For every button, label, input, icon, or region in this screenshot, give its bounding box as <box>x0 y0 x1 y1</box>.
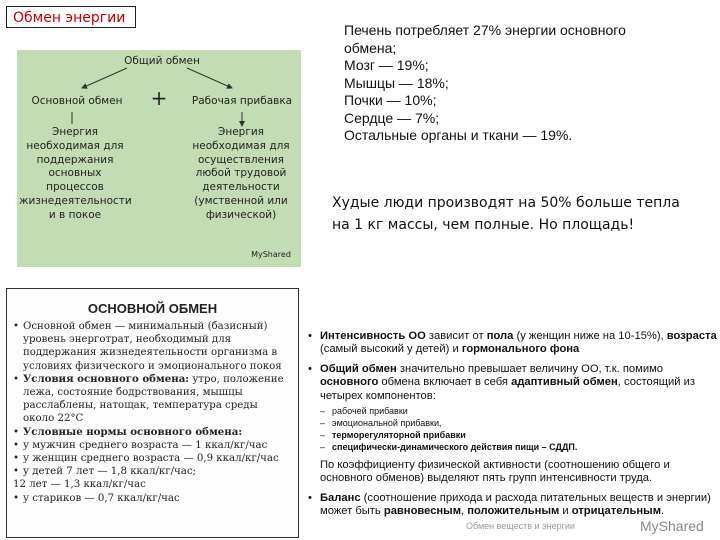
fact-balance: • Баланс (соотношение прихода и расхода питательных веществ и энергии) может быть равновесным, положительным и отрицательным. <box>308 491 711 518</box>
plus-sign: + <box>150 86 168 110</box>
diagram-watermark: MyShared <box>251 250 291 259</box>
stat-line: Сердце — 7%; <box>344 109 440 126</box>
stat-line: Мозг — 19%; <box>344 57 429 73</box>
stat-line: Мышцы — 18%; <box>344 74 449 91</box>
fact-total-exchange: • Общий обмен значительно превышает величину ОО, т.к. помимо основного обмена включает в себя адаптивный обмен, состоящий из четырех компонентов: <box>308 362 696 402</box>
scan-norms: • Условные нормы основного обмена: <box>13 426 292 439</box>
scan-title: ОСНОВНОЙ ОБМЕН <box>87 301 218 316</box>
stat-line: обмена; <box>344 39 397 56</box>
scan-norm-item: • у детей 7 лет — 1,8 ккал/кг/час; <box>13 465 292 478</box>
basal-exchange-label: Основной обмен <box>31 95 123 107</box>
slide-title: Обмен энергии <box>6 6 136 28</box>
basal-description: Энергия необходимая для поддержания основных процессов жизнедеятельности и в покое <box>19 126 132 221</box>
component-item: – эмоциональной прибавки, <box>320 418 442 429</box>
scan-conditions: • Условия основного обмена: утро, положение лежа, состояние бодрствования, мышцы расслаблены, натощак, температура среды около 22°С <box>13 373 292 426</box>
organ-energy-list <box>344 22 714 145</box>
basal-metabolism-scan <box>6 288 299 538</box>
scan-definition: • Основной обмен — минимальный (базисный) уровень энерготрат, необходимый для поддержания жизнедеятельности организма в условиях физического и эмоционального покоя <box>13 320 292 373</box>
scan-norm-item: • у женщин среднего возраста — 0,9 ккал/кг/час <box>13 452 292 465</box>
myshared-logo: MyShared <box>640 518 704 534</box>
stat-line: Почки — 10%; <box>344 92 437 108</box>
scan-list <box>13 320 292 505</box>
work-increment-label: Рабочая прибавка <box>191 95 293 107</box>
arrow-left <box>82 68 127 88</box>
component-item: – терморегуляторной прибавки <box>320 430 466 441</box>
component-item: – рабочей прибавки <box>320 406 408 417</box>
scan-norm-item: • у мужчин среднего возраста — 1 ккал/кг/час <box>13 439 292 452</box>
metabolism-diagram <box>17 50 301 267</box>
slide-footer: Обмен веществ и энергии <box>466 521 575 531</box>
fact-activity-groups: По коэффициенту физической активности (соотношению общего и основного обменов) выделяют пять групп интенсивности труда. <box>320 459 670 485</box>
work-description: Энергия необходимая для осуществления любой трудовой деятельности (умственной или физической) <box>192 126 290 221</box>
scan-norm-item: 12 лет — 1,3 ккал/кг/час <box>13 479 146 491</box>
stat-line: Печень потребляет 27% энергии основного <box>344 22 626 38</box>
fact-intensity: • Интенсивность ОО зависит от пола (у женщин ниже на 10-15%), возраста (самый высокий у детей) и гормонального фона <box>308 330 717 356</box>
component-item: – специфически-динамического действия пищи – СДДП. <box>320 442 578 453</box>
scan-norm-item: • у стариков — 0,7 ккал/кг/час <box>13 492 292 505</box>
arrow-right <box>187 68 232 88</box>
thin-people-note: Худые люди производят на 50% больше тепла на 1 кг массы, чем полные. Но площадь! <box>332 195 680 233</box>
general-exchange-label: Общий обмен <box>124 55 200 67</box>
stat-line: Остальные органы и ткани — 19%. <box>344 127 573 143</box>
